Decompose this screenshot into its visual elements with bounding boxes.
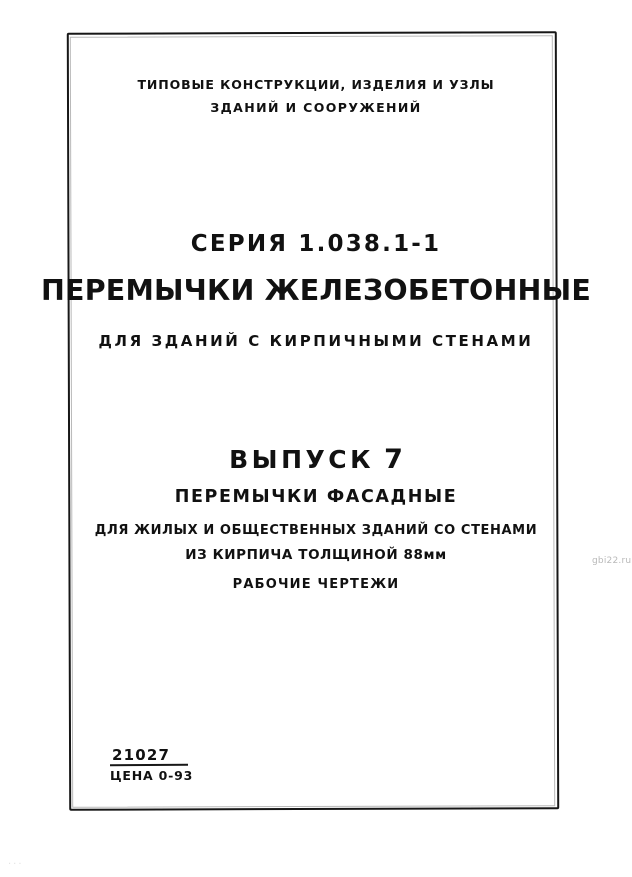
page-border-frame [67,31,559,811]
issue-label: ВЫПУСК [229,445,375,474]
code-block [112,745,170,764]
issue-description-line-1: ДЛЯ ЖИЛЫХ И ОБЩЕСТВЕННЫХ ЗДАНИЙ СО СТЕНАМИ [94,523,538,538]
issue-number: 7 [384,444,403,475]
issue-title: ПЕРЕМЫЧКИ ФАСАДНЫЕ [174,487,458,507]
issue-description-line-3: РАБОЧИЕ ЧЕРТЕЖИ [232,577,400,592]
header-line-1: ТИПОВЫЕ КОНСТРУКЦИИ, ИЗДЕЛИЯ И УЗЛЫ [137,77,495,92]
header-line-2: ЗДАНИЙ И СООРУЖЕНИЙ [210,100,422,115]
issue-line [0,444,632,475]
scan-artifact: ... [8,856,24,867]
document-subtitle: ДЛЯ ЗДАНИЙ С КИРПИЧНЫМИ СТЕНАМИ [98,332,534,350]
issue-description-line-2: ИЗ КИРПИЧА ТОЛЩИНОЙ 88мм [185,547,447,563]
document-title: ПЕРЕМЫЧКИ ЖЕЛЕЗОБЕТОННЫЕ [40,274,591,307]
code-number: 21027 [112,746,171,764]
page-border-inner-line [70,35,555,808]
series-label: СЕРИЯ 1.038.1-1 [190,231,442,257]
price-label: ЦЕНА 0-93 [110,768,194,783]
watermark-text: gbi22.ru [592,556,632,566]
